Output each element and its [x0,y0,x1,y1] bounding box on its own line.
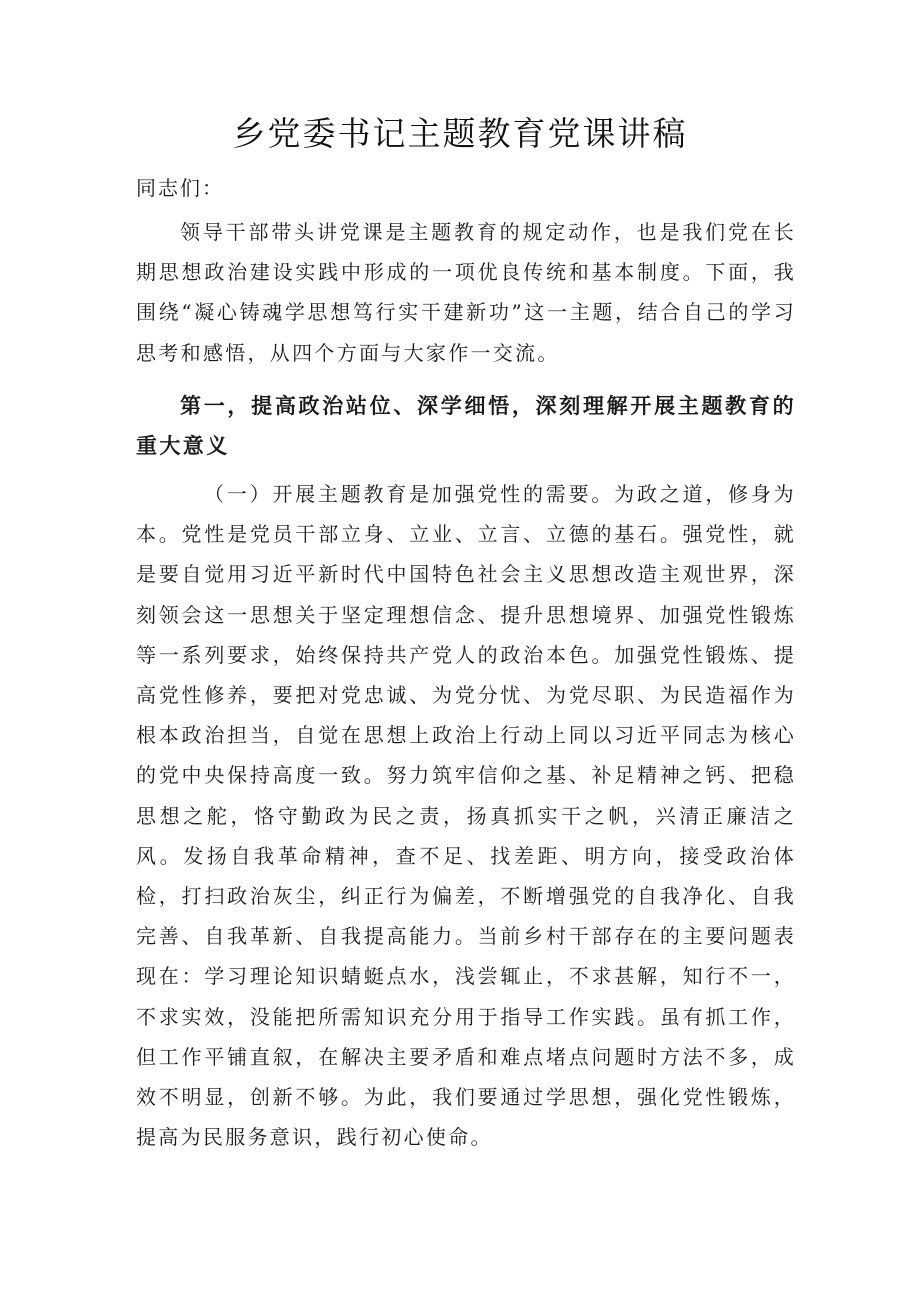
salutation: 同志们： [136,176,224,200]
body-paragraph: （一）开展主题教育是加强党性的需要。为政之道，修身为本。党性是党员干部立身、立业、立言、立德的基石。强党性，就是要自觉用习近平新时代中国特色社会主义思想改造主观世界，深刻领会这一思想关于坚定理想信念、提升思想境界、加强党性锻炼等一系列要求，始终保持共产党人的政治本色。加强党性锻炼、提高党性修养，要把对党忠诚、为党分忧、为党尽职、为民造福作为根本政治担当，自觉在思想上政治上行动上同以习近平同志为核心的党中央保持高度一致。努力筑牢信仰之基、补足精神之钙、把稳思想之舵，恪守勤政为民之责，扬真抓实干之帆，兴清正廉洁之风。发扬自我革命精神，查不足、找差距、明方向，接受政治体检，打扫政治灰尘，纠正行为偏差，不断增强党的自我净化、自我完善、自我革新、自我提高能力。当前乡村干部存在的主要问题表现在：学习理论知识蜻蜓点水，浅尝辄止，不求甚解，知行不一，不求实效，没能把所需知识充分用于指导工作实践。虽有抓工作，但工作平铺直叙，在解决主要矛盾和难点堵点问题时方法不多，成效不明显，创新不够。为此，我们要通过学思想，强化党性锻炼，提高为民服务意识，践行初心使命。 [136,482,796,1150]
section-heading: 第一，提高政治站位、深学细悟，深刻理解开展主题教育的重大意义 [136,394,796,458]
document-title: 乡党委书记主题教育党课讲稿 [232,114,688,153]
intro-paragraph: 领导干部带头讲党课是主题教育的规定动作，也是我们党在长期思想政治建设实践中形成的一项优良传统和基本制度。下面，我围绕“凝心铸魂学思想笃行实干建新功”这一主题，结合自己的学习思考和感悟，从四个方面与大家作一交流。 [136,220,796,365]
